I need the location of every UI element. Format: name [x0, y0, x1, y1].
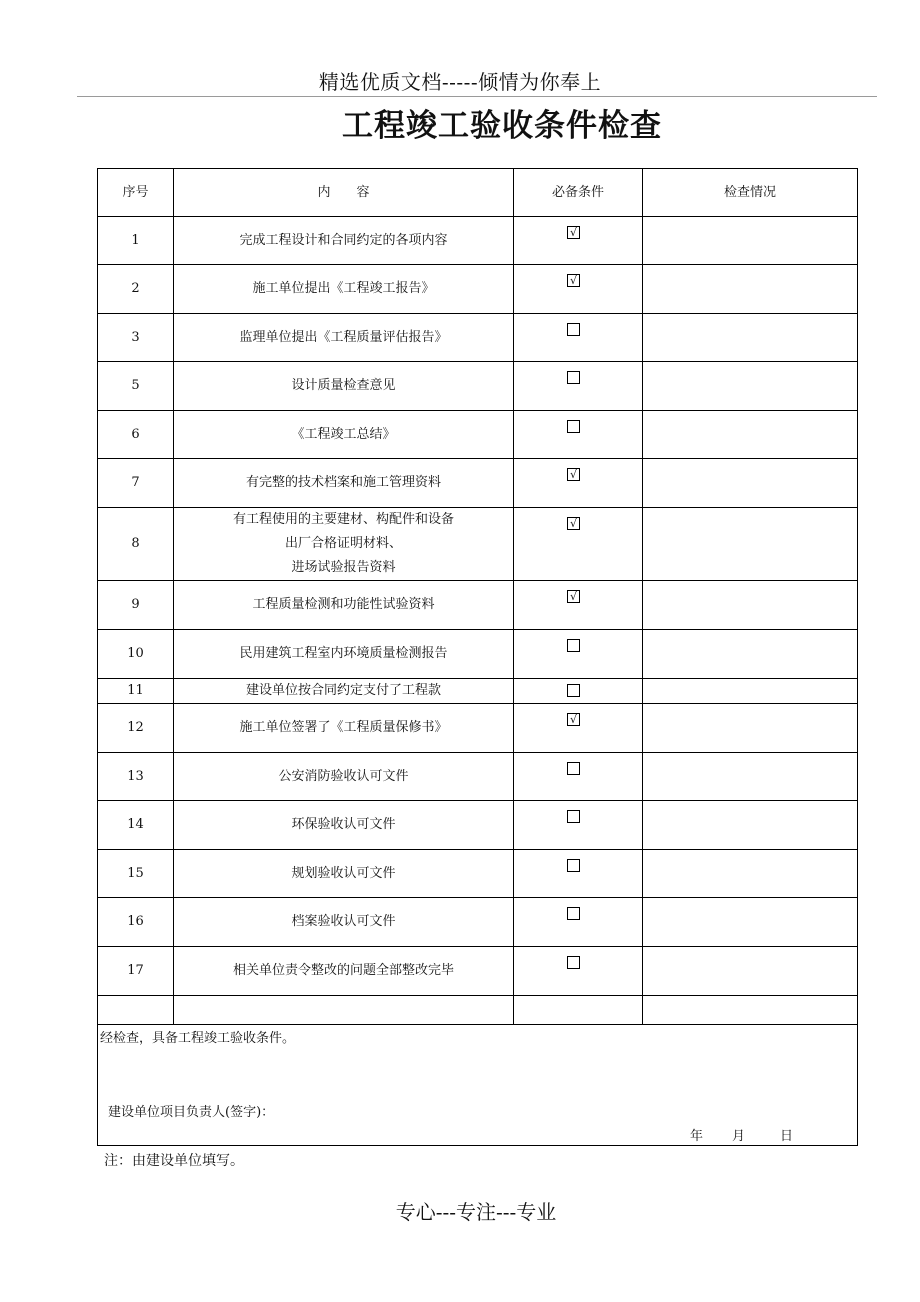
required-cell [514, 411, 643, 459]
check-status-cell[interactable] [643, 362, 858, 411]
row-content [174, 411, 514, 459]
signature-label: 建设单位项目负责人(签字)： [108, 1105, 275, 1120]
check-status-cell[interactable] [643, 850, 858, 898]
check-status-cell[interactable] [643, 704, 858, 753]
checkbox-icon[interactable]: √ [567, 468, 580, 481]
required-cell [514, 508, 643, 581]
table-row [98, 753, 858, 801]
row-content-line: 有工程使用的主要建材、构配件和设备 [232, 512, 454, 527]
checkbox-icon[interactable]: √ [567, 274, 580, 287]
required-cell [514, 801, 643, 850]
check-status-cell[interactable] [643, 459, 858, 508]
row-number: 7 [98, 459, 174, 508]
table-row [98, 581, 858, 630]
checkbox-icon[interactable] [567, 684, 580, 697]
required-cell [514, 947, 643, 996]
page-header: 精选优质文档-----倾情为你奉上 [318, 70, 602, 94]
required-cell [514, 850, 643, 898]
summary-text: 经检查，具备工程竣工验收条件。 [100, 1031, 296, 1046]
checkbox-icon[interactable] [567, 371, 580, 384]
checkbox-icon[interactable] [567, 956, 580, 969]
row-content-line: 工程质量检测和功能性试验资料 [252, 597, 435, 612]
row-content [174, 898, 514, 947]
empty-row [98, 996, 858, 1025]
required-cell [514, 898, 643, 947]
required-cell [514, 753, 643, 801]
checkbox-icon[interactable]: √ [567, 517, 580, 530]
date-day-label: 日 [780, 1129, 794, 1144]
row-content [174, 704, 514, 753]
table-row [98, 898, 858, 947]
row-content [174, 362, 514, 411]
row-content-line: 出厂合格证明材料、 [284, 536, 402, 551]
row-content-line: 完成工程设计和合同约定的各项内容 [239, 232, 448, 248]
check-status-cell[interactable] [643, 411, 858, 459]
checkbox-icon[interactable] [567, 859, 580, 872]
checkbox-icon[interactable] [567, 639, 580, 652]
check-status-cell[interactable] [643, 679, 858, 704]
required-cell [514, 581, 643, 630]
empty-cell [643, 996, 858, 1025]
row-number: 10 [98, 630, 174, 679]
table-row [98, 679, 858, 704]
row-content-line: 有完整的技术档案和施工管理资料 [245, 475, 441, 490]
table-row [98, 947, 858, 996]
note: 注：由建设单位填写。 [104, 1153, 244, 1169]
summary-cell [98, 1025, 858, 1146]
check-status-cell[interactable] [643, 801, 858, 850]
document-title: 工程竣工验收条件检查 [342, 108, 662, 144]
row-number: 1 [98, 217, 174, 265]
table-row [98, 265, 858, 314]
row-number: 13 [98, 753, 174, 801]
required-cell [514, 704, 643, 753]
row-number: 15 [98, 850, 174, 898]
row-content [174, 947, 514, 996]
row-number: 16 [98, 898, 174, 947]
check-status-cell[interactable] [643, 630, 858, 679]
checkbox-icon[interactable]: √ [567, 590, 580, 603]
col-header-seq: 序号 [98, 169, 174, 217]
table-row [98, 801, 858, 850]
row-number: 5 [98, 362, 174, 411]
header-rule [77, 96, 877, 97]
table-row [98, 630, 858, 679]
row-content [174, 217, 514, 265]
table-row [98, 217, 858, 265]
row-content-line: 设计质量检查意见 [291, 378, 396, 393]
check-status-cell[interactable] [643, 508, 858, 581]
header-row [98, 169, 858, 217]
table-row [98, 314, 858, 362]
check-status-cell[interactable] [643, 898, 858, 947]
row-content-line: 监理单位提出《工程质量评估报告》 [239, 329, 448, 345]
required-cell [514, 459, 643, 508]
row-content [174, 630, 514, 679]
empty-cell [174, 996, 514, 1025]
table-row [98, 704, 858, 753]
row-content [174, 459, 514, 508]
row-number: 6 [98, 411, 174, 459]
checkbox-icon[interactable] [567, 323, 580, 336]
row-content [174, 850, 514, 898]
row-content [174, 265, 514, 314]
col-header-required: 必备条件 [514, 169, 643, 217]
row-number: 8 [98, 508, 174, 581]
required-cell [514, 679, 643, 704]
empty-cell [514, 996, 643, 1025]
checkbox-icon[interactable]: √ [567, 713, 580, 726]
row-number: 12 [98, 704, 174, 753]
table-row [98, 362, 858, 411]
row-number: 3 [98, 314, 174, 362]
row-content [174, 801, 514, 850]
check-status-cell[interactable] [643, 314, 858, 362]
required-cell [514, 265, 643, 314]
row-number: 17 [98, 947, 174, 996]
table-row [98, 508, 858, 581]
row-content [174, 581, 514, 630]
row-content-line: 档案验收认可文件 [291, 914, 396, 929]
row-content-line: 民用建筑工程室内环境质量检测报告 [239, 646, 448, 661]
check-status-cell[interactable] [643, 947, 858, 996]
row-number: 11 [98, 679, 174, 704]
required-cell [514, 314, 643, 362]
row-content [174, 508, 514, 581]
row-content-line: 相关单位责令整改的问题全部整改完毕 [232, 963, 454, 978]
row-content [174, 753, 514, 801]
col-header-check: 检查情况 [643, 169, 858, 217]
page-footer: 专心---专注---专业 [395, 1200, 557, 1224]
check-status-cell[interactable] [643, 265, 858, 314]
row-number: 2 [98, 265, 174, 314]
check-status-cell[interactable] [643, 581, 858, 630]
date-year-label: 年 [690, 1129, 704, 1144]
check-status-cell[interactable] [643, 753, 858, 801]
checkbox-icon[interactable] [567, 420, 580, 433]
table-row [98, 459, 858, 508]
checkbox-icon[interactable]: √ [567, 226, 580, 239]
table-row [98, 411, 858, 459]
empty-cell [98, 996, 174, 1025]
checkbox-icon[interactable] [567, 762, 580, 775]
inspection-table [97, 168, 858, 1146]
row-number: 14 [98, 801, 174, 850]
table-row [98, 850, 858, 898]
row-content-line: 建设单位按合同约定支付了工程款 [245, 683, 441, 698]
row-content [174, 314, 514, 362]
check-status-cell[interactable] [643, 217, 858, 265]
col-header-content: 内 容 [174, 169, 514, 217]
required-cell [514, 630, 643, 679]
row-content-line: 施工单位签署了《工程质量保修书》 [239, 720, 448, 735]
row-content-line: 进场试验报告资料 [291, 560, 396, 575]
date-month-label: 月 [732, 1129, 746, 1144]
row-content-line: 《工程竣工总结》 [291, 426, 396, 442]
row-content-line: 规划验收认可文件 [291, 865, 396, 881]
row-content [174, 679, 514, 704]
required-cell [514, 362, 643, 411]
required-cell [514, 217, 643, 265]
row-content-line: 环保验收认可文件 [291, 817, 396, 832]
row-content-line: 施工单位提出《工程竣工报告》 [252, 281, 435, 296]
row-content-line: 公安消防验收认可文件 [278, 768, 409, 784]
summary-row [98, 1025, 858, 1146]
row-number: 9 [98, 581, 174, 630]
checkbox-icon[interactable] [567, 907, 580, 920]
checkbox-icon[interactable] [567, 810, 580, 823]
